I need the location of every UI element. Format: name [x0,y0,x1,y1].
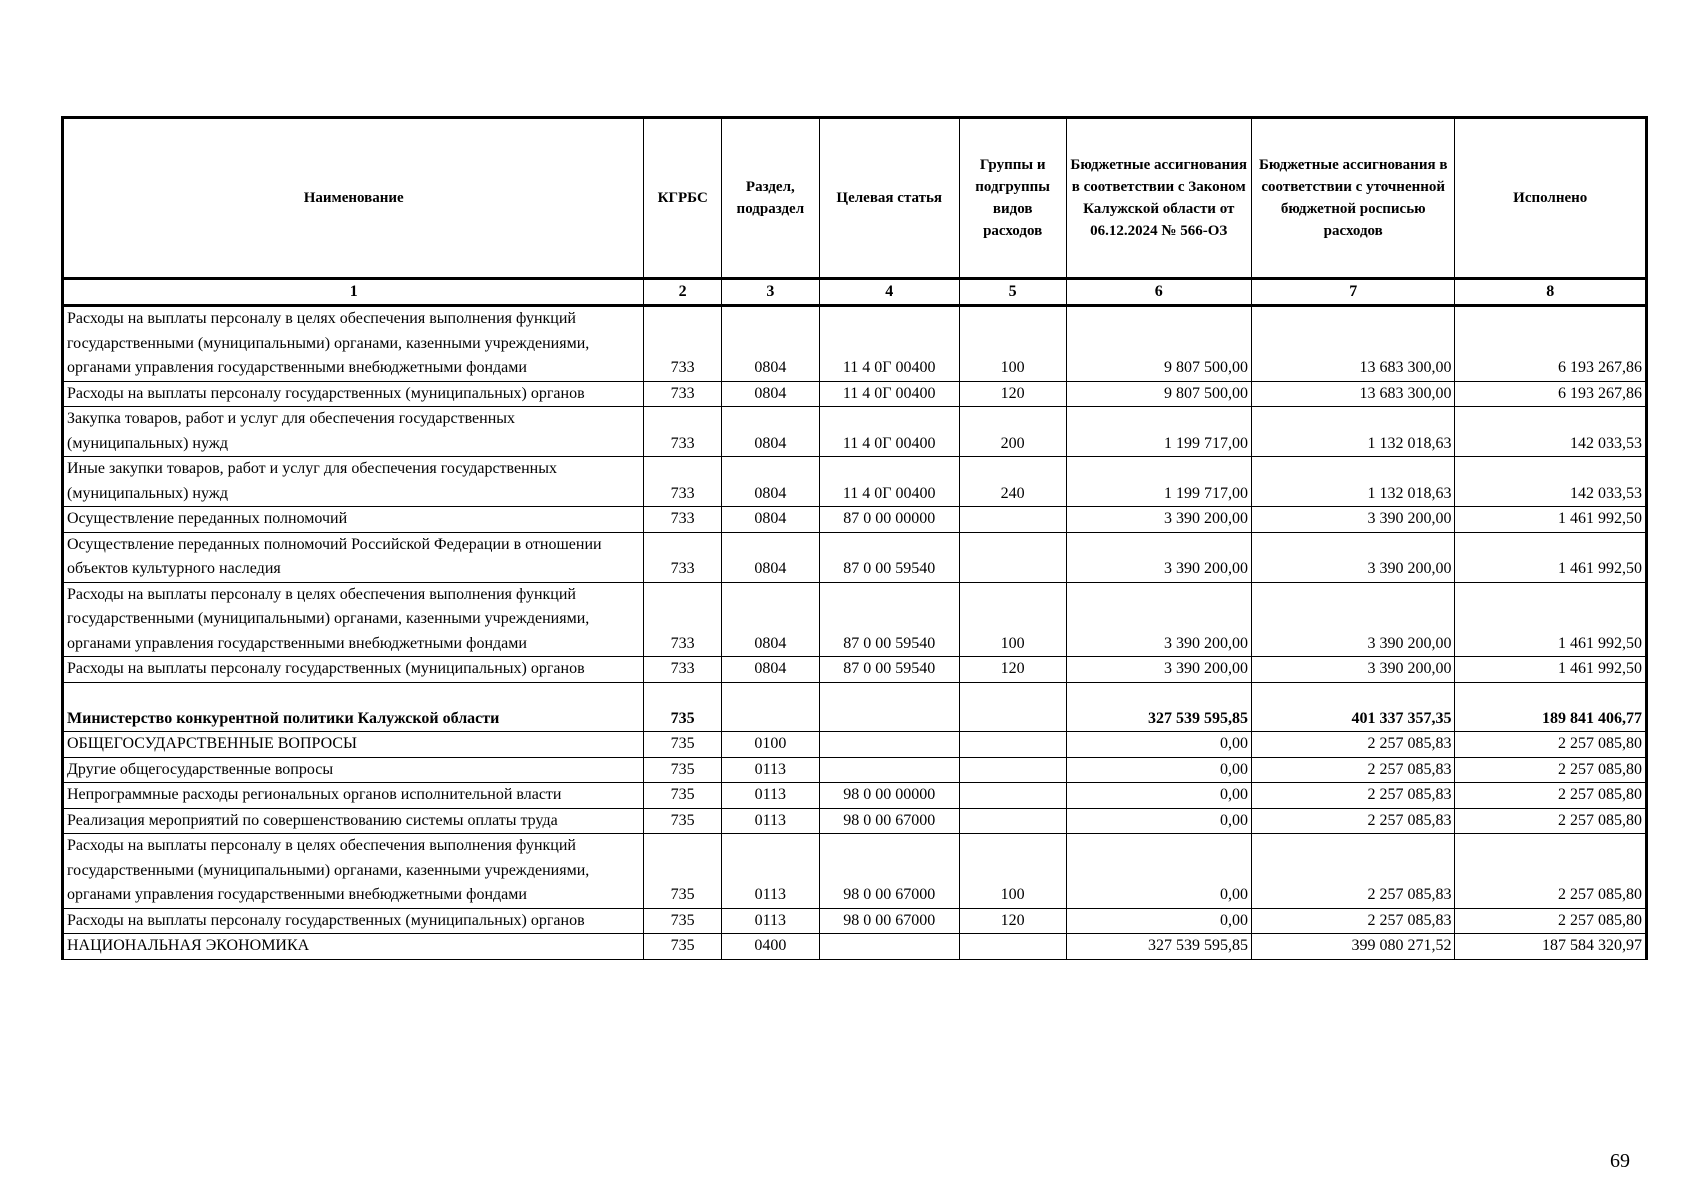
column-number: 5 [959,279,1066,306]
cell-kgrbs: 733 [644,507,722,533]
column-number: 4 [819,279,959,306]
cell-group [959,934,1066,960]
cell-group [959,507,1066,533]
header-kgrbs: КГРБС [644,118,722,279]
cell-target: 98 0 00 67000 [819,908,959,934]
cell-law-amount: 3 390 200,00 [1066,507,1251,533]
cell-group [959,808,1066,834]
header-refined: Бюджетные ассигнования в соответствии с уточненной бюджетной росписью расходов [1251,118,1455,279]
cell-executed-amount: 142 033,53 [1455,457,1647,507]
cell-kgrbs: 735 [644,783,722,809]
cell-group: 120 [959,908,1066,934]
table-row [63,457,1647,507]
cell-law-amount: 327 539 595,85 [1066,934,1251,960]
cell-name: Закупка товаров, работ и услуг для обеспечения государственных (муниципальных) нужд [63,407,644,457]
cell-group: 240 [959,457,1066,507]
cell-section: 0113 [721,757,819,783]
table-body [63,306,1647,960]
cell-section: 0113 [721,808,819,834]
cell-name: Расходы на выплаты персоналу в целях обеспечения выполнения функций государственными (муниципальными) органами, казенными учреждениями, органами управления государственными внебюджетными фондами [63,306,644,382]
cell-name: Осуществление переданных полномочий Российской Федерации в отношении объектов культурного наследия [63,532,644,582]
cell-law-amount: 327 539 595,85 [1066,682,1251,732]
cell-refined-amount: 13 683 300,00 [1251,381,1455,407]
cell-refined-amount: 3 390 200,00 [1251,532,1455,582]
cell-executed-amount: 2 257 085,80 [1455,834,1647,909]
cell-executed-amount: 2 257 085,80 [1455,908,1647,934]
header-target: Целевая статья [819,118,959,279]
cell-refined-amount: 2 257 085,83 [1251,757,1455,783]
cell-executed-amount: 2 257 085,80 [1455,808,1647,834]
cell-name: Расходы на выплаты персоналу государственных (муниципальных) органов [63,657,644,683]
cell-name: Расходы на выплаты персоналу государственных (муниципальных) органов [63,381,644,407]
cell-law-amount: 3 390 200,00 [1066,582,1251,657]
table-row [63,657,1647,683]
cell-target: 11 4 0Г 00400 [819,407,959,457]
cell-executed-amount: 2 257 085,80 [1455,783,1647,809]
column-number: 3 [721,279,819,306]
cell-refined-amount: 3 390 200,00 [1251,507,1455,533]
header-name: Наименование [63,118,644,279]
cell-group: 100 [959,582,1066,657]
column-number: 1 [63,279,644,306]
table-row [63,306,1647,382]
cell-kgrbs: 735 [644,757,722,783]
cell-section: 0113 [721,783,819,809]
cell-group [959,757,1066,783]
cell-section: 0113 [721,834,819,909]
cell-executed-amount: 6 193 267,86 [1455,381,1647,407]
cell-group [959,682,1066,732]
cell-target: 87 0 00 59540 [819,532,959,582]
cell-refined-amount: 399 080 271,52 [1251,934,1455,960]
table-row [63,507,1647,533]
cell-law-amount: 0,00 [1066,732,1251,758]
cell-kgrbs: 733 [644,381,722,407]
cell-section: 0804 [721,306,819,382]
cell-law-amount: 0,00 [1066,783,1251,809]
cell-target [819,934,959,960]
cell-target: 87 0 00 59540 [819,582,959,657]
cell-law-amount: 9 807 500,00 [1066,306,1251,382]
cell-refined-amount: 3 390 200,00 [1251,582,1455,657]
cell-executed-amount: 1 461 992,50 [1455,532,1647,582]
cell-name: Расходы на выплаты персоналу государственных (муниципальных) органов [63,908,644,934]
cell-law-amount: 0,00 [1066,834,1251,909]
table-row [63,783,1647,809]
cell-target: 11 4 0Г 00400 [819,457,959,507]
cell-law-amount: 3 390 200,00 [1066,657,1251,683]
cell-kgrbs: 735 [644,682,722,732]
table-row [63,808,1647,834]
cell-group [959,532,1066,582]
cell-law-amount: 1 199 717,00 [1066,457,1251,507]
cell-target [819,732,959,758]
cell-section: 0804 [721,507,819,533]
cell-group: 120 [959,381,1066,407]
cell-kgrbs: 733 [644,407,722,457]
cell-target: 87 0 00 59540 [819,657,959,683]
column-number-row [63,279,1647,306]
cell-law-amount: 0,00 [1066,757,1251,783]
cell-section: 0100 [721,732,819,758]
cell-section: 0113 [721,908,819,934]
cell-kgrbs: 733 [644,532,722,582]
cell-law-amount: 3 390 200,00 [1066,532,1251,582]
table-row [63,934,1647,960]
cell-name: Расходы на выплаты персоналу в целях обеспечения выполнения функций государственными (муниципальными) органами, казенными учреждениями, органами управления государственными внебюджетными фондами [63,582,644,657]
column-number: 8 [1455,279,1647,306]
column-number: 7 [1251,279,1455,306]
cell-section: 0804 [721,582,819,657]
cell-executed-amount: 142 033,53 [1455,407,1647,457]
cell-refined-amount: 3 390 200,00 [1251,657,1455,683]
cell-refined-amount: 2 257 085,83 [1251,908,1455,934]
cell-target: 87 0 00 00000 [819,507,959,533]
cell-target [819,757,959,783]
cell-executed-amount: 1 461 992,50 [1455,582,1647,657]
cell-target: 98 0 00 67000 [819,834,959,909]
cell-name: Расходы на выплаты персоналу в целях обеспечения выполнения функций государственными (муниципальными) органами, казенными учреждениями, органами управления государственными внебюджетными фондами [63,834,644,909]
cell-target [819,682,959,732]
cell-executed-amount: 2 257 085,80 [1455,757,1647,783]
cell-refined-amount: 2 257 085,83 [1251,808,1455,834]
cell-section: 0804 [721,657,819,683]
cell-name: Иные закупки товаров, работ и услуг для обеспечения государственных (муниципальных) нужд [63,457,644,507]
cell-section: 0804 [721,457,819,507]
cell-executed-amount: 189 841 406,77 [1455,682,1647,732]
cell-name: НАЦИОНАЛЬНАЯ ЭКОНОМИКА [63,934,644,960]
cell-name: Другие общегосударственные вопросы [63,757,644,783]
cell-kgrbs: 735 [644,934,722,960]
cell-refined-amount: 2 257 085,83 [1251,783,1455,809]
cell-group [959,783,1066,809]
table-row [63,532,1647,582]
cell-name: Осуществление переданных полномочий [63,507,644,533]
cell-name: Министерство конкурентной политики Калужской области [63,682,644,732]
cell-kgrbs: 733 [644,306,722,382]
table-row [63,757,1647,783]
cell-executed-amount: 1 461 992,50 [1455,657,1647,683]
table-row [63,381,1647,407]
header-executed: Исполнено [1455,118,1647,279]
column-number: 2 [644,279,722,306]
table-row [63,732,1647,758]
table-row [63,908,1647,934]
page-number: 69 [1610,1150,1630,1172]
cell-refined-amount: 13 683 300,00 [1251,306,1455,382]
cell-name: Непрограммные расходы региональных органов исполнительной власти [63,783,644,809]
cell-section: 0804 [721,532,819,582]
cell-target: 11 4 0Г 00400 [819,381,959,407]
cell-name: Реализация мероприятий по совершенствованию системы оплаты труда [63,808,644,834]
cell-kgrbs: 735 [644,908,722,934]
cell-target: 98 0 00 67000 [819,808,959,834]
cell-refined-amount: 401 337 357,35 [1251,682,1455,732]
header-law: Бюджетные ассигнования в соответствии с Законом Калужской области от 06.12.2024 № 566-ОЗ [1066,118,1251,279]
cell-kgrbs: 735 [644,834,722,909]
cell-refined-amount: 1 132 018,63 [1251,457,1455,507]
cell-target: 98 0 00 00000 [819,783,959,809]
cell-group: 100 [959,834,1066,909]
cell-name: ОБЩЕГОСУДАРСТВЕННЫЕ ВОПРОСЫ [63,732,644,758]
table-row [63,682,1647,732]
cell-executed-amount: 1 461 992,50 [1455,507,1647,533]
cell-group [959,732,1066,758]
cell-executed-amount: 2 257 085,80 [1455,732,1647,758]
cell-kgrbs: 733 [644,657,722,683]
budget-execution-table [61,116,1648,960]
cell-kgrbs: 733 [644,582,722,657]
cell-law-amount: 0,00 [1066,808,1251,834]
cell-executed-amount: 187 584 320,97 [1455,934,1647,960]
cell-target: 11 4 0Г 00400 [819,306,959,382]
cell-section: 0804 [721,381,819,407]
cell-refined-amount: 2 257 085,83 [1251,732,1455,758]
header-section: Раздел, подраздел [721,118,819,279]
table-row [63,834,1647,909]
cell-group: 100 [959,306,1066,382]
cell-section: 0804 [721,407,819,457]
cell-kgrbs: 735 [644,808,722,834]
header-row [63,118,1647,279]
cell-section: 0400 [721,934,819,960]
cell-kgrbs: 733 [644,457,722,507]
cell-law-amount: 0,00 [1066,908,1251,934]
table-row [63,407,1647,457]
cell-law-amount: 1 199 717,00 [1066,407,1251,457]
cell-kgrbs: 735 [644,732,722,758]
cell-refined-amount: 1 132 018,63 [1251,407,1455,457]
table-row [63,582,1647,657]
column-number: 6 [1066,279,1251,306]
cell-refined-amount: 2 257 085,83 [1251,834,1455,909]
cell-executed-amount: 6 193 267,86 [1455,306,1647,382]
cell-group: 120 [959,657,1066,683]
header-group: Группы и подгруппы видов расходов [959,118,1066,279]
cell-group: 200 [959,407,1066,457]
cell-law-amount: 9 807 500,00 [1066,381,1251,407]
cell-section [721,682,819,732]
